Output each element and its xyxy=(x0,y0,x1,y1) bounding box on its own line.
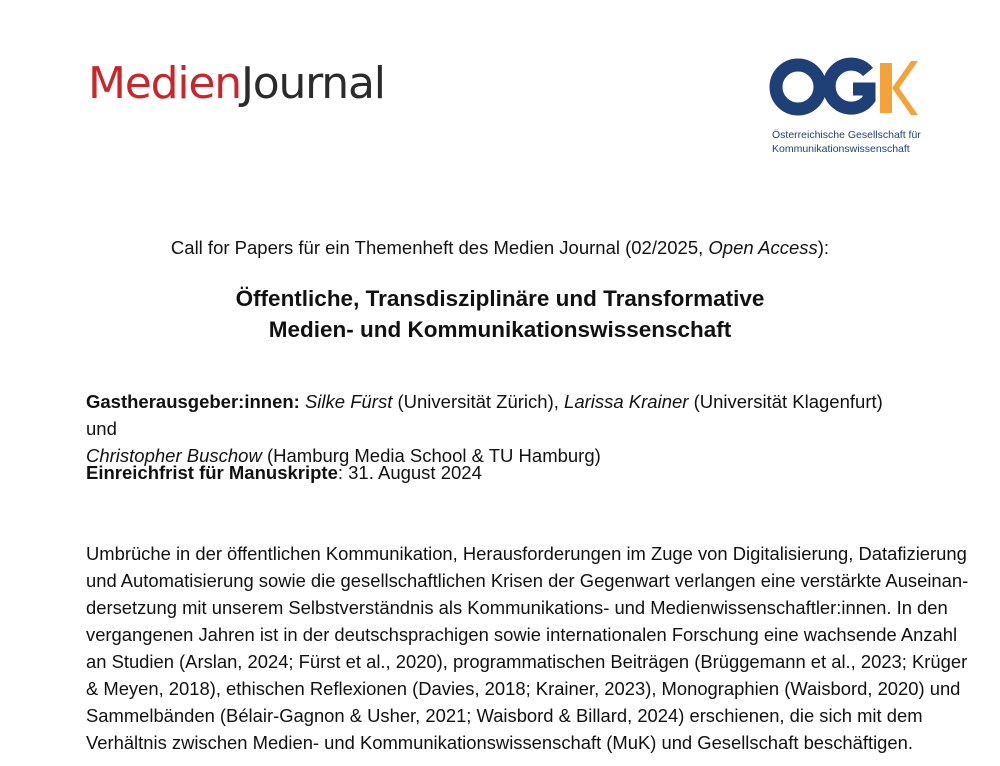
editors-label: Gastherausgeber:innen: xyxy=(86,391,300,412)
title-line-2: Medien- und Kommunikationswissenschaft xyxy=(268,317,732,342)
body-line: Sammelbänden (Bélair-Gagnon & Usher, 2021; Waisbord & Billard, 2024) erschienen, die sich mit dem xyxy=(86,705,923,726)
editor-affil-1: (Universität Zürich), xyxy=(392,391,565,412)
editor-name-2: Larissa Krainer xyxy=(564,391,689,412)
logo-journal-part: Journal xyxy=(240,58,385,109)
logo-medien-part: Medien xyxy=(88,58,241,109)
ogk-k-stem xyxy=(880,63,892,113)
call-for-papers-line xyxy=(0,237,1000,259)
body-line: & Meyen, 2018), ethischen Reflexionen (Davies, 2018; Krainer, 2023), Monographien (Waisbord, 2020) und xyxy=(86,678,961,699)
body-line: vergangenen Jahren ist in der deutschsprachigen sowie internationalen Forschung eine wachsende Anzahl xyxy=(86,624,958,645)
cfp-prefix: Call for Papers für ein Themenheft des Medien Journal (02/2025, xyxy=(170,237,709,258)
body-line: Umbrüche in der öffentlichen Kommunikation, Herausforderungen im Zuge von Digitalisierung, Datafizierung xyxy=(86,543,967,564)
ogk-logo xyxy=(768,55,921,155)
ogk-k-arms xyxy=(892,61,918,115)
body-paragraph xyxy=(86,540,969,756)
title-line-1: Öffentliche, Transdisziplinäre und Transformative xyxy=(235,286,765,311)
ogk-logo-graphic xyxy=(768,55,918,125)
body-line: dersetzung mit unserem Selbstverständnis als Kommunikations- und Medienwissenschaftler:innen. In den xyxy=(86,597,948,618)
ogk-caption xyxy=(772,128,921,156)
medien-journal-logo xyxy=(88,58,385,109)
body-line: an Studien (Arslan, 2024; Fürst et al., 2020), programmatischen Beiträgen (Brüggemann et al., 2023; Krüger xyxy=(86,651,968,672)
ogk-o-letter xyxy=(776,65,820,109)
ogk-caption-line1: Österreichische Gesellschaft für xyxy=(772,129,921,141)
cfp-open-access: Open Access xyxy=(708,237,818,258)
ogk-g-letter xyxy=(829,64,869,108)
editor-name-3: Christopher Buschow xyxy=(86,445,262,466)
editor-name-1: Silke Fürst xyxy=(304,391,393,412)
body-line: Verhältnis zwischen Medien- und Kommunikationswissenschaft (MuK) und Gesellschaft beschäftigen. xyxy=(86,732,913,753)
document-title xyxy=(0,283,1000,345)
editor-affil-2: (Universität Klagenfurt) und xyxy=(86,391,883,439)
submission-deadline xyxy=(86,462,482,484)
deadline-label: Einreichfrist für Manuskripte xyxy=(86,462,338,483)
deadline-value: : 31. August 2024 xyxy=(337,462,482,483)
editor-affil-3: (Hamburg Media School & TU Hamburg) xyxy=(261,445,601,466)
guest-editors xyxy=(86,388,916,469)
cfp-suffix: ): xyxy=(817,237,830,258)
body-line: und Automatisierung sowie die gesellschaftlichen Krisen der Gegenwart verlangen eine verstärkte Auseinan- xyxy=(86,570,969,591)
ogk-caption-line2: Kommunikationswissenschaft xyxy=(772,143,910,155)
